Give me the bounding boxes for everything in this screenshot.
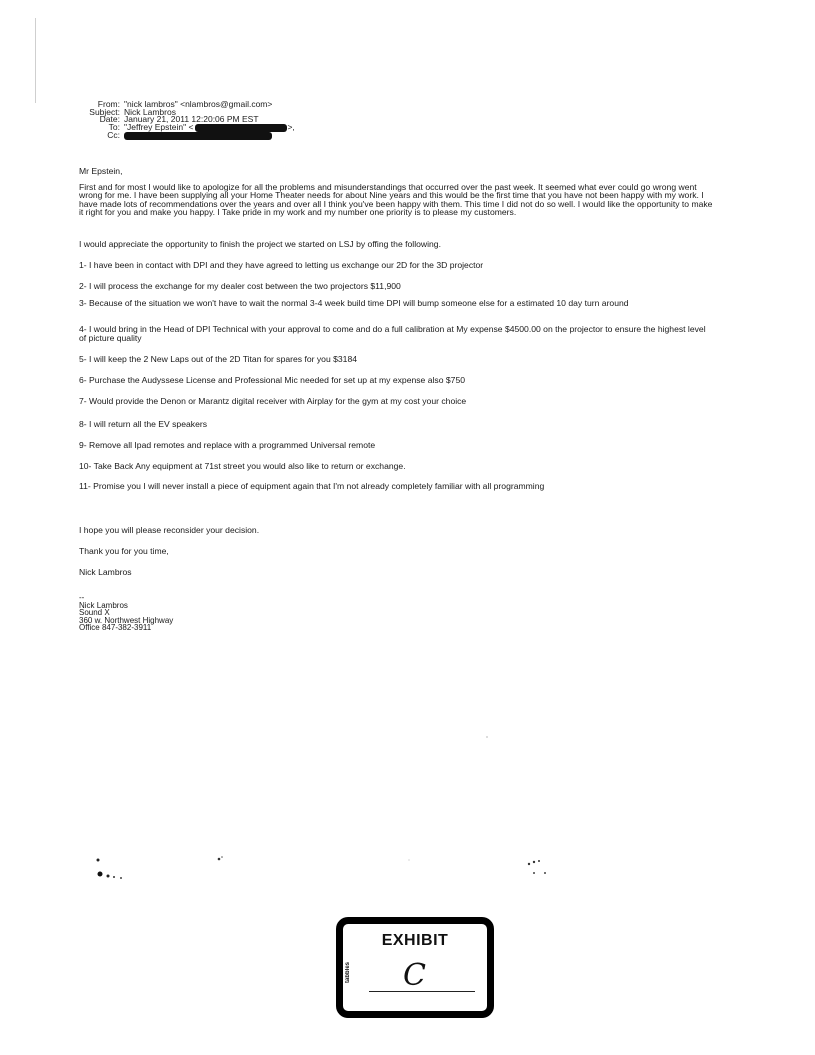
intro-line: First and for most I would like to apologize for all the problems and misunderstandings that occurred over the past week. It seemed what ever could go wrong went: [79, 182, 697, 192]
subject-value: Nick Lambros: [124, 106, 176, 117]
to-close: >,: [287, 121, 295, 132]
closing-line: Thank you for you time,: [79, 546, 169, 556]
from-value: "nick lambros" <nlambros@gmail.com>: [124, 99, 273, 109]
subject-label: Subject:: [89, 106, 120, 117]
from-label: From:: [97, 99, 120, 109]
exhibit-sticker: [336, 917, 494, 1018]
cc-label: Cc:: [107, 129, 120, 140]
cc-row: [80, 129, 295, 140]
to-label: To:: [108, 121, 120, 132]
list-item: 1- I have been in contact with DPI and they have agreed to letting us exchange our 2D for the 3D projector: [79, 260, 484, 270]
signature-line: Sound X: [79, 608, 110, 618]
salutation: Mr Epstein,: [79, 166, 123, 176]
list-item: 9- Remove all Ipad remotes and replace with a programmed Universal remote: [79, 440, 376, 450]
closing-line: Nick Lambros: [79, 567, 132, 577]
date-value: January 21, 2011 12:20:06 PM EST: [124, 114, 259, 125]
offer-intro: I would appreciate the opportunity to finish the project we started on LSJ by offing the following.: [79, 239, 441, 249]
intro-paragraph: [79, 183, 762, 217]
closing-line: I hope you will please reconsider your decision.: [79, 525, 260, 535]
exhibit-title: EXHIBIT: [381, 932, 449, 949]
exhibit-signature-line: [369, 991, 475, 992]
signature-line: Office 847-382-3911: [79, 623, 152, 633]
list-item: 11- Promise you I will never install a piece of equipment again that I'm not already completely familiar with all programming: [79, 481, 545, 491]
email-signature: [79, 594, 173, 632]
signature-line: 360 w. Northwest Highway: [79, 615, 174, 625]
to-redaction: [195, 124, 287, 132]
list-item: 10- Take Back Any equipment at 71st street you would also like to return or exchange.: [79, 461, 406, 471]
list-item: 5- I will keep the 2 New Laps out of the 2D Titan for spares for you $3184: [79, 354, 358, 364]
to-value: "Jeffrey Epstein" <: [124, 121, 194, 132]
intro-line: wrong for me. I have been supplying all your Home Theater needs for about Nine years and this would be the first time that you have not been happy with my work. I: [79, 190, 704, 201]
email-header: [80, 101, 295, 140]
list-item: 4- I would bring in the Head of DPI Technical with your approval to come and do a full calibration at My expense $4500.00 on the projector to ensure the highest level: [79, 324, 706, 334]
intro-line: have made lots of recommendations over the years and over all I think you've been happy with them. This time I did not do so well. I would like the opportunity to make: [79, 198, 713, 209]
exhibit-side-text: tabbles: [345, 962, 351, 984]
list-item: 2- I will process the exchange for my dealer cost between the two projectors $11,900: [79, 281, 401, 291]
list-item: 7- Would provide the Denon or Marantz digital receiver with Airplay for the gym at my cost your choice: [79, 396, 467, 406]
date-label: Date:: [99, 114, 120, 125]
list-item: of picture quality: [79, 333, 142, 343]
signature-line: Nick Lambros: [79, 600, 128, 610]
scan-margin-mark: [35, 18, 36, 103]
intro-line: it right for you and make you happy. I Take pride in my work and my number one priority is to please my customers.: [79, 207, 517, 218]
exhibit-letter: C: [403, 958, 426, 993]
list-item: 3- Because of the situation we won't have to wait the normal 3-4 week build time DPI will bump someone else for a estimated 10 day turn around: [79, 298, 629, 308]
list-item: 8- I will return all the EV speakers: [79, 419, 208, 429]
cc-redaction: [124, 132, 272, 140]
signature-line: --: [79, 593, 85, 602]
list-item: 6- Purchase the Audyssese License and Professional Mic needed for set up at my expense also $750: [79, 375, 465, 385]
